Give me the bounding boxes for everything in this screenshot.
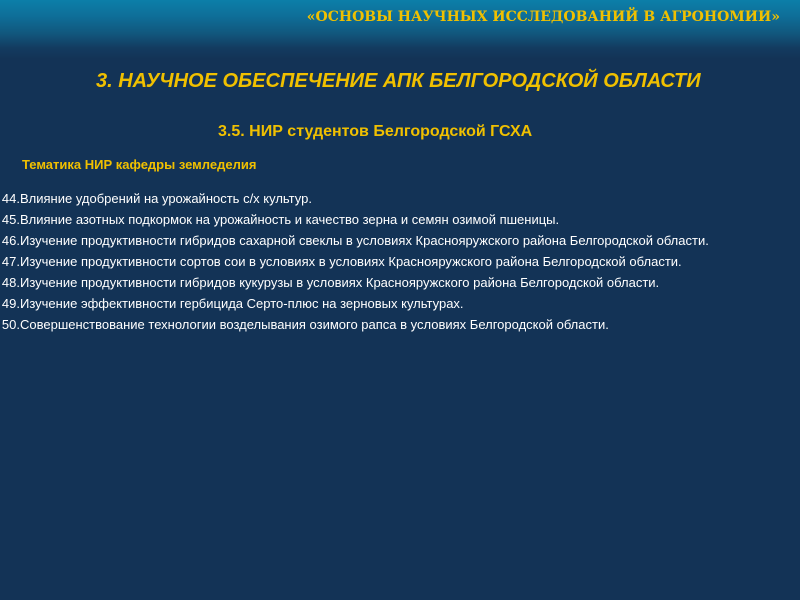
item-number: 49. <box>1 296 20 311</box>
item-number: 45. <box>1 212 20 227</box>
item-number: 46. <box>1 233 20 248</box>
item-text: Влияние азотных подкормок на урожайность и качество зерна и семян озимой пшеницы. <box>20 212 560 227</box>
list-item <box>0 293 790 314</box>
item-text: Совершенствование технологии возделывания озимого рапса в условиях Белгородской области. <box>20 317 609 332</box>
item-text: Изучение продуктивности гибридов сахарной свеклы в условиях Краснояружского района Белгородской области. <box>20 233 709 248</box>
list-item <box>0 251 790 272</box>
course-title: «ОСНОВЫ НАУЧНЫХ ИССЛЕДОВАНИЙ В АГРОНОМИИ» <box>306 9 780 25</box>
topic-heading: Тематика НИР кафедры земледелия <box>22 157 257 172</box>
item-number: 48. <box>1 275 20 290</box>
item-text: Изучение продуктивности сортов сои в условиях в условиях Краснояружского района Белгородской области. <box>20 254 682 269</box>
list-item <box>0 272 790 293</box>
list-item <box>0 230 790 251</box>
list-item <box>0 188 790 209</box>
item-number: 47. <box>1 254 20 269</box>
item-text: Влияние удобрений на урожайность с/х культур. <box>20 191 312 206</box>
list-item <box>0 209 790 230</box>
list-item <box>0 314 790 335</box>
subsection-title: 3.5. НИР студентов Белгородской ГСХА <box>218 123 533 140</box>
item-text: Изучение продуктивности гибридов кукурузы в условиях Краснояружского района Белгородской области. <box>20 275 660 290</box>
header-band-fade <box>0 47 800 59</box>
item-number: 44. <box>1 191 20 206</box>
section-title: 3. НАУЧНОЕ ОБЕСПЕЧЕНИЕ АПК БЕЛГОРОДСКОЙ ОБЛАСТИ <box>96 70 701 92</box>
topic-list <box>0 188 790 335</box>
item-text: Изучение эффективности гербицида Серто-плюс на зерновых культурах. <box>20 296 464 311</box>
item-number: 50. <box>1 317 20 332</box>
